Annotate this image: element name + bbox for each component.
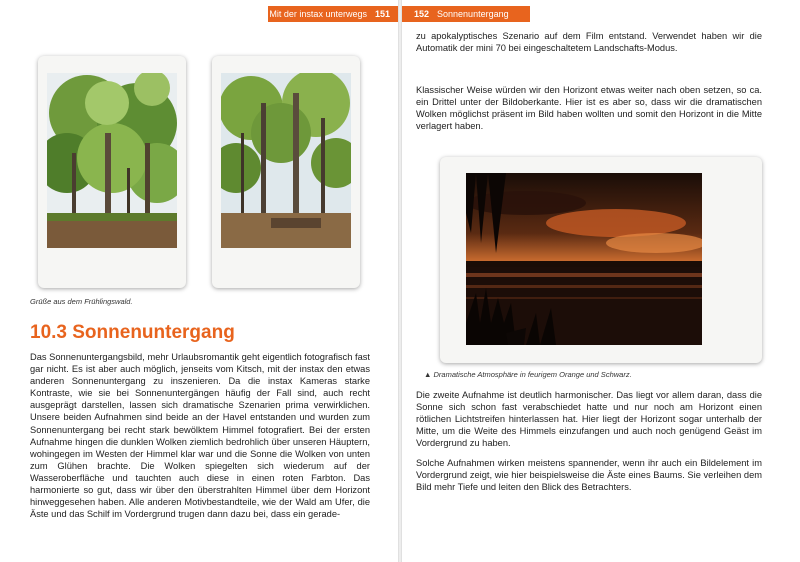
running-head-right (402, 6, 530, 22)
running-head-title: Mit der instax unterwegs (269, 9, 367, 19)
body-paragraph-1: zu apokalyptisches Szenario auf dem Film entstand. Verwendet haben wir die Automatik der mini 70 bei eingeschaltetem Landschafts-Modus. (416, 31, 762, 54)
forest-photo-1 (47, 73, 177, 248)
body-paragraph-3: Die zweite Aufnahme ist deutlich harmonischer. Das liegt vor allem daran, dass die Sonne sich schon fast verabschiedet hatte und nur noch am Horizont einen rötlichen Lichtstreifen hinterlassen hat. Hier liegt der Horizont sogar unterhalb der Mitte, um die Weite des Himmels einzufangen und auch noch genügend Geäst im Vordergrund zu haben. (416, 390, 762, 449)
running-head-title: Sonnenuntergang (437, 9, 509, 19)
body-paragraph-2: Klassischer Weise würden wir den Horizont etwas weiter nach oben setzen, so ca. ein Drittel unter der Bildoberkante. Hier ist es aber so, dass wir die dramatischen Wolken möglichst präsent im Bild haben wollten und somit den Horizont in die Mitte verlagert haben. (416, 85, 762, 132)
left-page (0, 0, 398, 562)
running-head-left (268, 6, 398, 22)
page-number: 151 (374, 9, 390, 19)
photo-caption: ▲ Dramatische Atmosphäre in feurigem Orange und Schwarz. (424, 370, 632, 379)
forest-photo-2 (221, 73, 351, 248)
instax-photo-forest-2 (212, 56, 360, 288)
photo-caption: Grüße aus dem Frühlingswald. (30, 297, 133, 306)
body-paragraph: Das Sonnenuntergangsbild, mehr Urlaubsromantik geht eigentlich fotografisch fast gar nicht. Es ist aber auch möglich, jenseits vom Kitsch, mit der instax den etwas anderen Sonnenuntergang zu inszenieren. Da die instax Kameras starke Kontraste, wie sie bei Sonnenuntergängen häufig der Fall sind, auch recht ausgeprägt darstellen, lassen sich dramatische Szenarien prima verwirklichen. Unsere beiden Aufnahmen sind beide an der Havel entstanden und wurden zum Sonnenuntergang bei recht stark bewölktem Himmel fotografiert. Bei der ersten Aufnahme hingen die dunklen Wolken ziemlich bedrohlich über unseren Häuptern, wohingegen im Westen der Himmel klar war und die Sonne die Wolken von unten zum Glühen brachte. Die Wolken spiegelten sich wiederum auf der Wasseroberfläche und tauchten auch diese in einen roten Farbton. Das harmonierte so gut, dass wir über den überstrahlten Himmel über dem Horizont hinweggesehen haben. Alle anderen Motivbestandteile, wie der Wald am Ufer, die Äste und das Schilf im Vordergrund trugen dann dazu bei, dass ein gerade- (30, 352, 370, 520)
instax-photo-forest-1 (38, 56, 186, 288)
instax-photo-sunset (440, 157, 762, 363)
body-paragraph-4: Solche Aufnahmen wirken meistens spannender, wenn ihr auch ein Bildelement im Vordergrund zeigt, wie hier beispielsweise die Äste eines Baums. Sie verleihen dem Bild mehr Tiefe und leiten den Blick des Betrachters. (416, 458, 762, 493)
section-heading: 10.3 Sonnenuntergang (30, 322, 235, 343)
right-page (402, 0, 800, 562)
page-number: 152 (414, 9, 430, 19)
sunset-photo (466, 173, 702, 345)
